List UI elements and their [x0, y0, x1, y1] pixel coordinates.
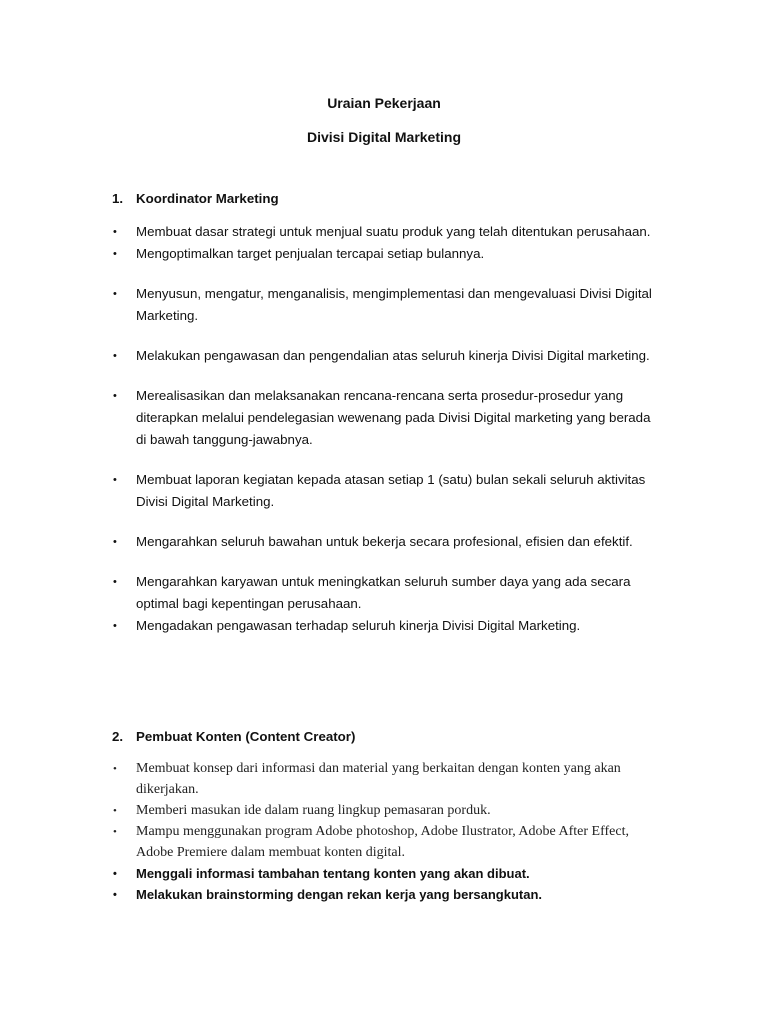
- section-heading-text: Koordinator Marketing: [136, 191, 279, 206]
- bullet-icon: •: [113, 620, 117, 632]
- bullet-icon: •: [113, 248, 117, 260]
- list-item-text: Merealisasikan dan melaksanakan rencana-rencana serta prosedur-prosedur yang diterapkan melalui pendelegasian wewenang pada Divisi Digital marketing yang berada di bawah tanggung-jawabnya.: [136, 388, 651, 447]
- bullet-icon: •: [113, 576, 117, 588]
- list-item-text: Menggali informasi tambahan tentang konten yang akan dibuat.: [136, 866, 530, 881]
- list-item-text: Melakukan brainstorming dengan rekan kerja yang bersangkutan.: [136, 887, 543, 902]
- section-number: 2.: [112, 729, 124, 744]
- bullet-icon: •: [113, 826, 117, 838]
- list-item: [0, 863, 656, 884]
- bullet-icon: •: [113, 889, 117, 901]
- bullet-icon: •: [113, 288, 117, 300]
- list-item-text: Mengoptimalkan target penjualan tercapai setiap bulannya.: [136, 246, 485, 261]
- list-item-text: Membuat dasar strategi untuk menjual suatu produk yang telah ditentukan perusahaan.: [136, 224, 651, 239]
- list-item-text: Menyusun, mengatur, menganalisis, mengimplementasi dan mengevaluasi Divisi Digital Marketing.: [136, 286, 652, 323]
- list-item-text: Membuat laporan kegiatan kepada atasan setiap 1 (satu) bulan sekali seluruh aktivitas Divisi Digital Marketing.: [136, 472, 646, 509]
- document-title: Uraian Pekerjaan: [327, 95, 441, 111]
- list-item-text: Memberi masukan ide dalam ruang lingkup pemasaran porduk.: [136, 803, 491, 818]
- bullet-icon: •: [113, 350, 117, 362]
- list-item-text: Mengarahkan seluruh bawahan untuk bekerja secara profesional, efisien dan efektif.: [136, 534, 633, 549]
- bullet-icon: •: [113, 536, 117, 548]
- list-item: [0, 469, 656, 513]
- bullet-list-content-creator: [0, 758, 656, 905]
- list-item-text: Melakukan pengawasan dan pengendalian atas seluruh kinerja Divisi Digital marketing.: [136, 348, 650, 363]
- section-heading-content-creator: [112, 729, 355, 744]
- list-item-text: Mengadakan pengawasan terhadap seluruh kinerja Divisi Digital Marketing.: [136, 618, 581, 633]
- section-heading-koordinator: [112, 191, 279, 206]
- list-item: [0, 884, 656, 905]
- bullet-icon: •: [113, 763, 117, 775]
- bullet-icon: •: [113, 805, 117, 817]
- document-subtitle: Divisi Digital Marketing: [306, 129, 462, 145]
- list-item: [0, 821, 656, 863]
- bullet-icon: •: [113, 226, 117, 238]
- list-item-text: Membuat konsep dari informasi dan material yang berkaitan dengan konten yang akan dikerjakan.: [136, 761, 621, 797]
- list-item: [0, 221, 656, 243]
- list-item: [0, 571, 656, 615]
- list-item: [0, 283, 656, 327]
- list-item: [0, 243, 656, 265]
- bullet-icon: •: [113, 868, 117, 880]
- list-item: [0, 800, 656, 821]
- bullet-icon: •: [113, 390, 117, 402]
- list-item: [0, 758, 656, 800]
- list-item: [0, 531, 656, 553]
- list-item: [0, 385, 656, 451]
- section-number: 1.: [112, 191, 124, 206]
- list-item-text: Mengarahkan karyawan untuk meningkatkan seluruh sumber daya yang ada secara optimal bagi kepentingan perusahaan.: [136, 574, 631, 611]
- bullet-icon: •: [113, 474, 117, 486]
- section-heading-text: Pembuat Konten (Content Creator): [136, 729, 356, 744]
- list-item-text: Mampu menggunakan program Adobe photoshop, Adobe Ilustrator, Adobe After Effect, Adobe Premiere dalam membuat konten digital.: [136, 824, 629, 860]
- bullet-list-koordinator: [0, 221, 656, 637]
- list-item: [0, 345, 656, 367]
- list-item: [0, 615, 656, 637]
